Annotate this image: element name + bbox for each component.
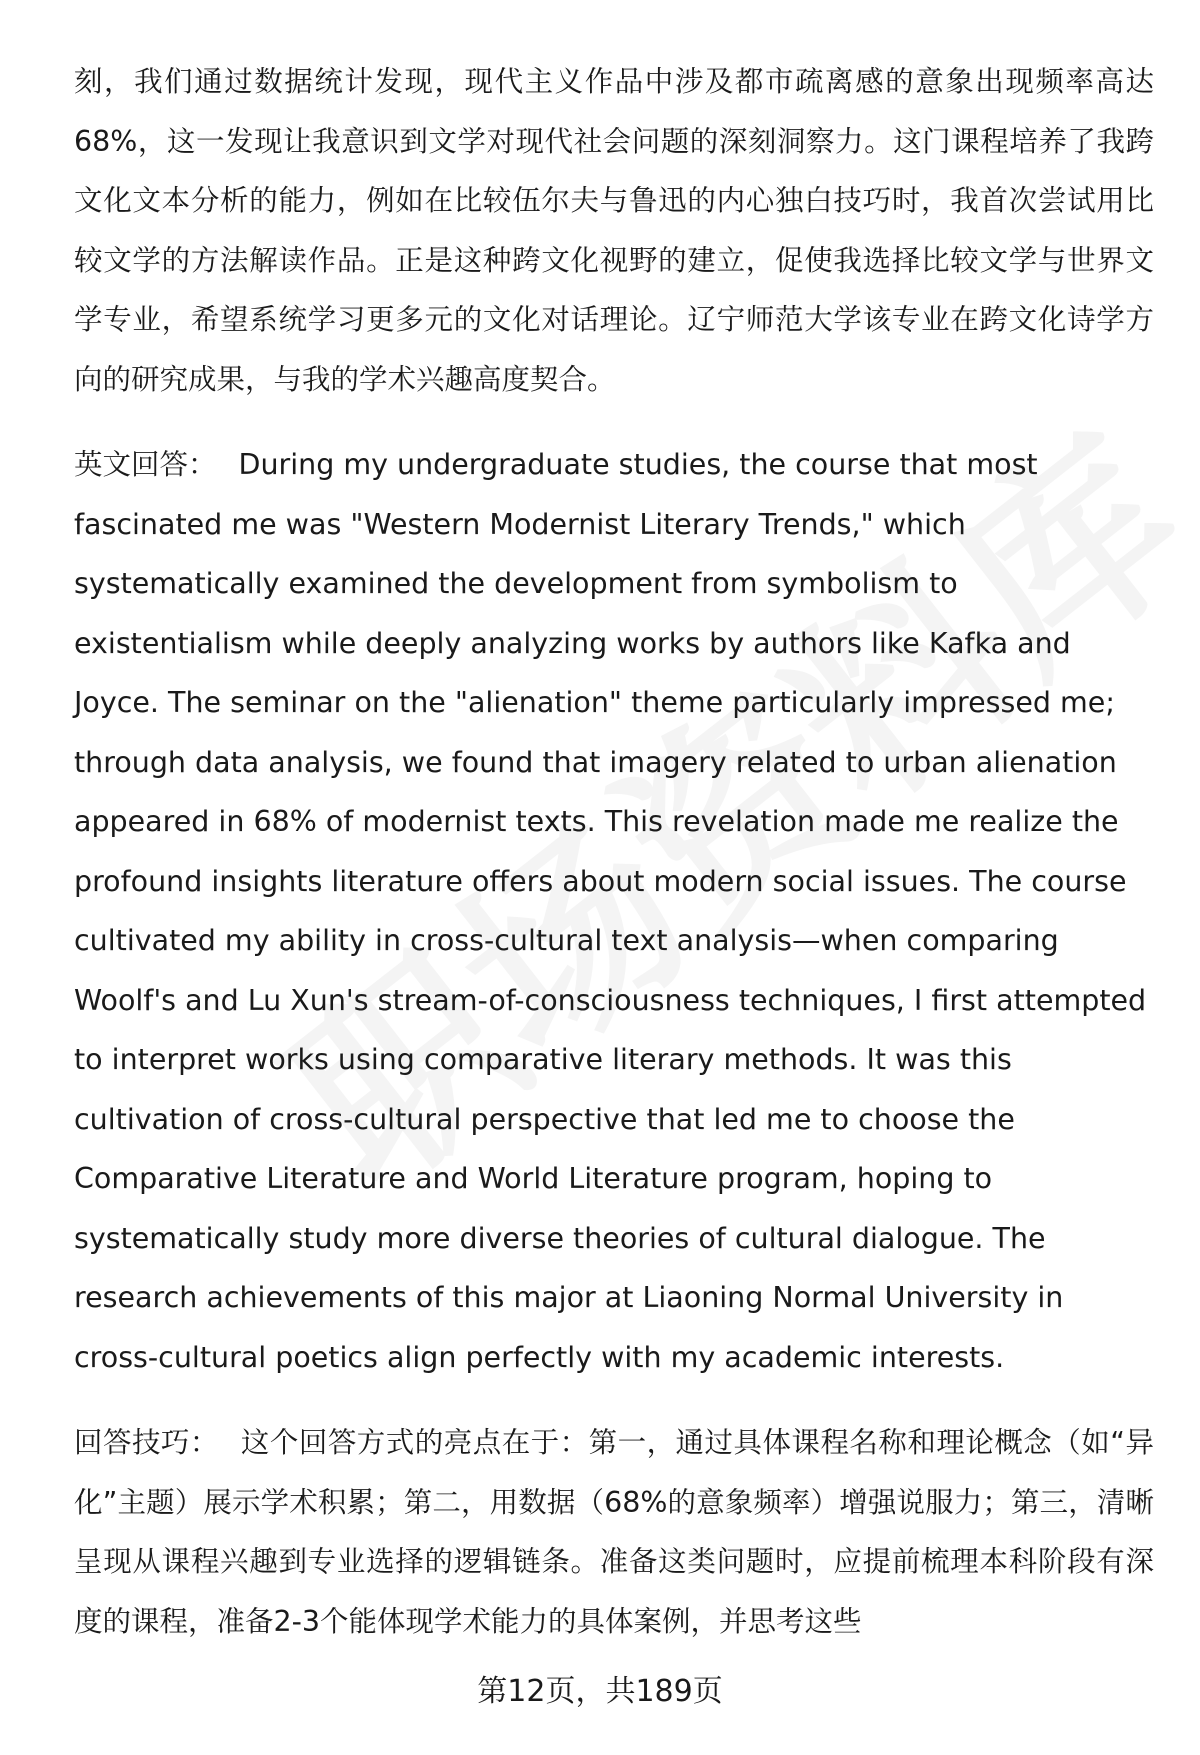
answer-tips-label: 回答技巧： [74, 1426, 219, 1459]
paragraph-chinese-continued: 刻，我们通过数据统计发现，现代主义作品中涉及都市疏离感的意象出现频率高达68%，这一发现让我意识到文学对现代社会问题的深刻洞察力。这门课程培养了我跨文化文本分析的能力，例如在比较伍尔夫与鲁迅的内心独白技巧时，我首次尝试用比较文学的方法解读作品。正是这种跨文化视野的建立，促使我选择比较文学与世界文学专业，希望系统学习更多元的文化对话理论。辽宁师范大学该专业在跨文化诗学方向的研究成果，与我的学术兴趣高度契合。 [74, 65, 1154, 396]
document-body [74, 52, 1154, 1651]
paragraph-answer-tips [74, 1413, 1154, 1651]
paragraph-gap [74, 409, 1154, 435]
english-answer-label: 英文回答： [74, 448, 217, 481]
page-number-footer: 第12页，共189页 [477, 1674, 723, 1709]
paragraph-gap [74, 1387, 1154, 1413]
answer-tips-text: 这个回答方式的亮点在于：第一，通过具体课程名称和理论概念（如“异化”主题）展示学术积累；第二，用数据（68%的意象频率）增强说服力；第三，清晰呈现从课程兴趣到专业选择的逻辑链条。准备这类问题时，应提前梳理本科阶段有深度的课程，准备2-3个能体现学术能力的具体案例，并思考这些 [74, 1426, 1154, 1638]
paragraph-english-answer [74, 435, 1154, 1387]
english-answer-text: During my undergraduate studies, the course that most fascinated me was "Western Modernist Literary Trends," which systematically examined the development from symbolism to existentialism while deeply analyzing works by authors like Kafka and Joyce. The seminar on the "alienation" theme particularly impressed me; through data analysis, we found that imagery related to urban alienation appeared in 68% of modernist texts. This revelation made me realize the profound insights literature offers about modern social issues. The course cultivated my ability in cross-cultural text analysis—when comparing Woolf's and Lu Xun's stream-of-consciousness techniques, I first attempted to interpret works using comparative literary methods. It was this cultivation of cross-cultural perspective that led me to choose the Comparative Literature and World Literature program, hoping to systematically study more diverse theories of cultural dialogue. The research achievements of this major at Liaoning Normal University in cross-cultural poetics align perfectly with my academic interests. [74, 448, 1147, 1374]
